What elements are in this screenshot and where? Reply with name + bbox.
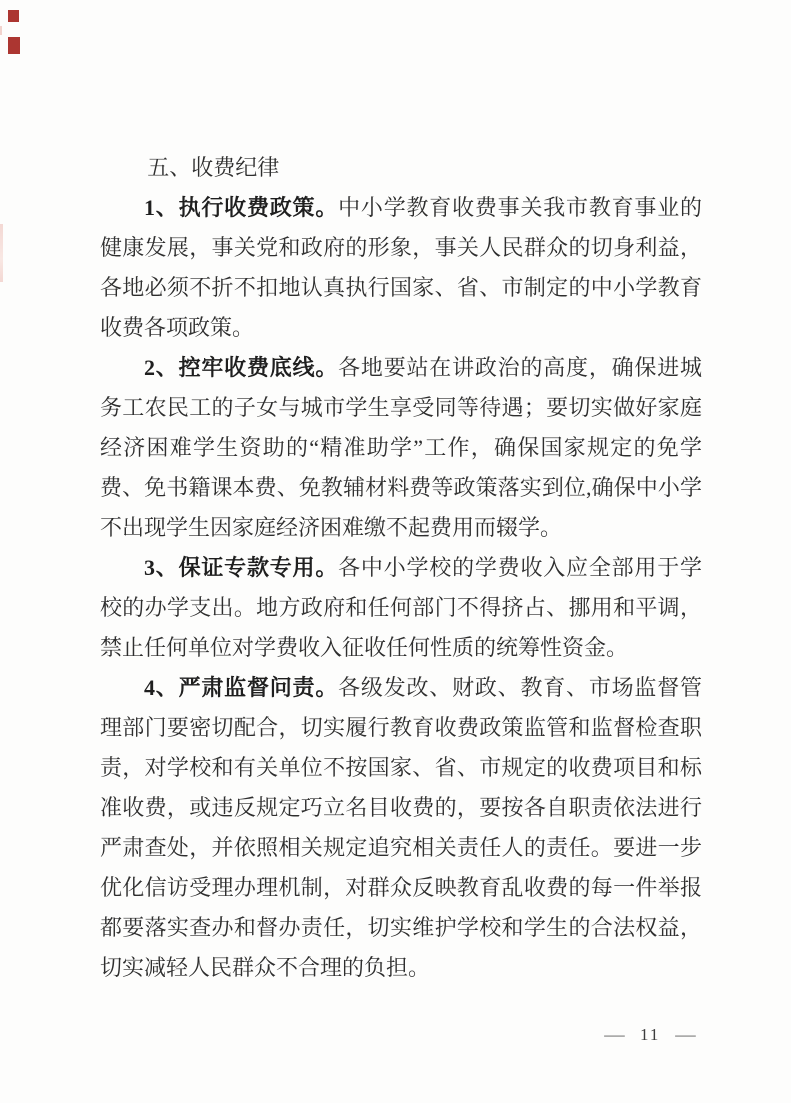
scan-artifact-red-square-bottom bbox=[8, 37, 20, 54]
scan-artifact-edge-streak-large bbox=[0, 224, 3, 282]
document-body bbox=[100, 148, 702, 988]
scan-artifact-edge-streak-small bbox=[0, 26, 2, 35]
page-number: 11 bbox=[640, 1025, 661, 1044]
paragraph-1-lead: 1、执行收费政策。 bbox=[144, 195, 339, 220]
paragraph-3-lead: 3、保证专款专用。 bbox=[144, 555, 339, 580]
section-heading: 五、收费纪律 bbox=[147, 155, 280, 180]
footer-dash-left: — bbox=[604, 1025, 625, 1044]
paragraph-3-body: 各中小学校的学费收入应全部用于学校的办学支出。地方政府和任何部门不得挤占、挪用和平调，禁止任何单位对学费收入征收任何性质的统筹性资金。 bbox=[100, 555, 702, 660]
footer-dash-right: — bbox=[675, 1025, 697, 1044]
paragraph-3 bbox=[100, 548, 702, 668]
paragraph-4-body: 各级发改、财政、教育、市场监督管理部门要密切配合，切实履行教育收费政策监管和监督检查职责，对学校和有关单位不按国家、省、市规定的收费项目和标准收费，或违反规定巧立名目收费的，要按各自职责依法进行严肃查处，并依照相关规定追究相关责任人的责任。要进一步优化信访受理办理机制，对群众反映教育乱收费的每一件举报都要落实查办和督办责任，切实维护学校和学生的合法权益，切实减轻人民群众不合理的负担。 bbox=[100, 675, 702, 980]
paragraph-4 bbox=[100, 668, 702, 988]
page-footer bbox=[604, 1024, 697, 1046]
paragraph-4-lead: 4、严肃监督问责。 bbox=[144, 675, 339, 700]
paragraph-2-lead: 2、控牢收费底线。 bbox=[144, 355, 339, 380]
paragraph-1-body: 中小学教育收费事关我市教育事业的健康发展，事关党和政府的形象，事关人民群众的切身利益，各地必须不折不扣地认真执行国家、省、市制定的中小学教育收费各项政策。 bbox=[100, 195, 702, 340]
paragraph-1 bbox=[100, 188, 702, 348]
paragraph-2-body: 各地要站在讲政治的高度，确保进城务工农民工的子女与城市学生享受同等待遇；要切实做好家庭经济困难学生资助的“精准助学”工作，确保国家规定的免学费、免书籍课本费、免教辅材料费等政策落实到位,确保中小学不出现学生因家庭经济困难缴不起费用而辍学。 bbox=[100, 355, 702, 540]
paragraph-2 bbox=[100, 348, 702, 548]
scan-artifact-red-square-top bbox=[8, 10, 19, 22]
